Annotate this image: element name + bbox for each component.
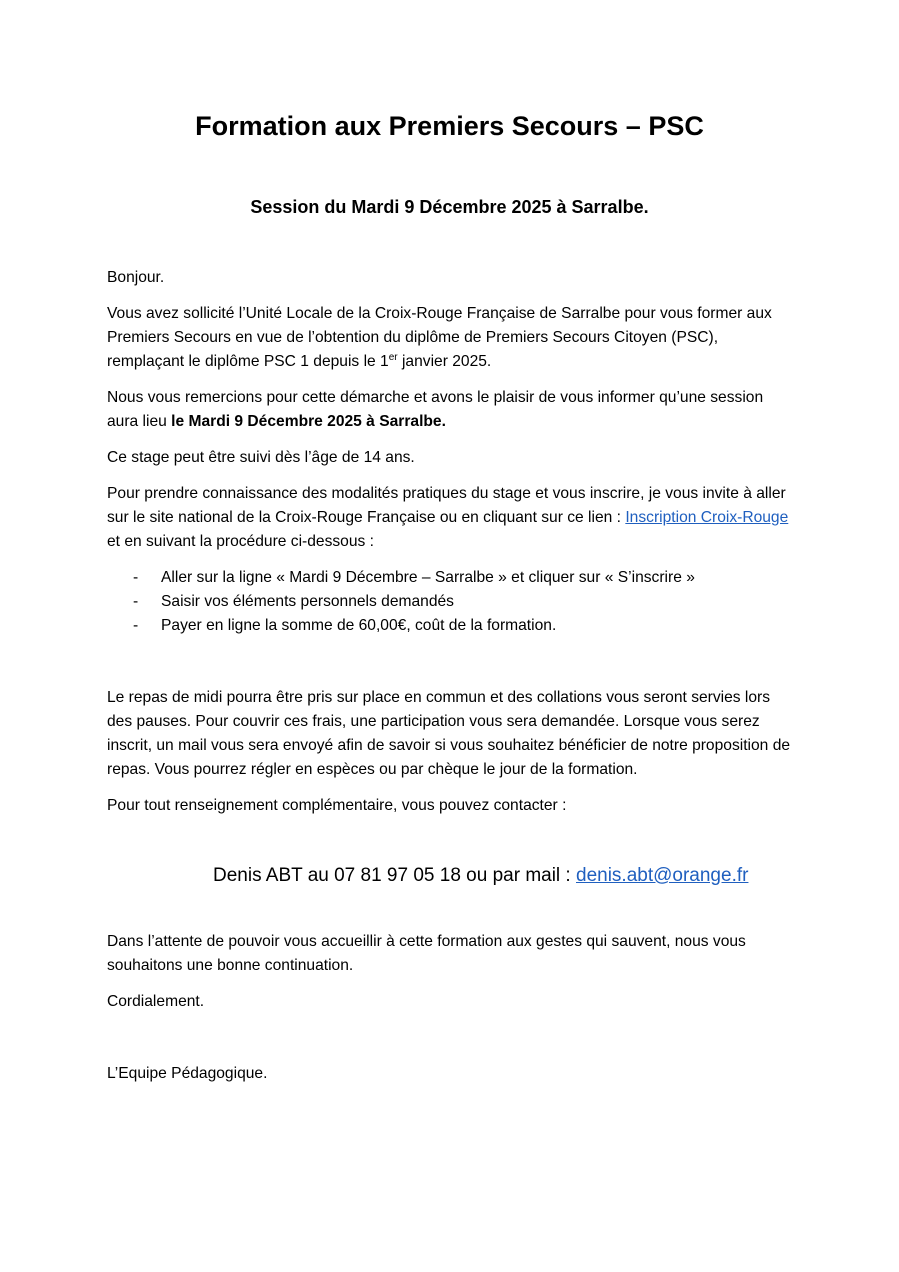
document-title: Formation aux Premiers Secours – PSC bbox=[195, 111, 704, 141]
paragraph-request-text: Vous avez sollicité l’Unité Locale de la Croix-Rouge Française de Sarralbe pour vous former aux Premiers Secours en vue de l’obtention du diplôme de Premiers Secours Citoyen (PSC), remplaçant le diplôme PSC 1 depuis le 1 bbox=[107, 305, 772, 370]
paragraph-contact-intro: Pour tout renseignement complémentaire, vous pouvez contacter : bbox=[107, 797, 567, 814]
list-item bbox=[107, 614, 797, 638]
letter-body bbox=[107, 266, 797, 1086]
procedure-steps-list bbox=[107, 566, 797, 638]
list-bullet: - bbox=[133, 593, 139, 610]
paragraph-closing-wish: Dans l’attente de pouvoir vous accueillir à cette formation aux gestes qui sauvent, nous vous souhaitons une bonne continuation. bbox=[107, 933, 746, 974]
list-item-text: Payer en ligne la somme de 60,00€, coût de la formation. bbox=[161, 617, 557, 634]
paragraph-meals: Le repas de midi pourra être pris sur place en commun et des collations vous seront servies lors des pauses. Pour couvrir ces frais, une participation vous sera demandée. Lorsque vous serez inscrit, un mail vous sera envoyé afin de savoir si vous souhaitez bénéficier de notre proposition de repas. Vous pourrez régler en espèces ou par chèque le jour de la formation. bbox=[107, 689, 791, 778]
paragraph-request-text-end: janvier 2025. bbox=[397, 353, 492, 370]
spacer bbox=[107, 638, 797, 686]
list-bullet: - bbox=[133, 569, 139, 586]
greeting: Bonjour. bbox=[107, 269, 165, 286]
session-date-bold: le Mardi 9 Décembre 2025 à Sarralbe. bbox=[171, 413, 446, 430]
spacer bbox=[107, 890, 797, 930]
list-item bbox=[107, 590, 797, 614]
ordinal-superscript: er bbox=[388, 351, 398, 363]
registration-link[interactable]: Inscription Croix-Rouge bbox=[625, 509, 789, 526]
list-bullet: - bbox=[133, 617, 139, 634]
list-item-text: Saisir vos éléments personnels demandés bbox=[161, 593, 454, 610]
paragraph-session-info bbox=[107, 386, 797, 434]
paragraph-registration-text: Pour prendre connaissance des modalités pratiques du stage et vous inscrire, je vous invite à aller sur le site national de la Croix-Rouge Française ou en cliquant sur ce lien : bbox=[107, 485, 786, 526]
paragraph-age: Ce stage peut être suivi dès l’âge de 14 ans. bbox=[107, 449, 415, 466]
closing-salutation: Cordialement. bbox=[107, 993, 205, 1010]
signature: L’Equipe Pédagogique. bbox=[107, 1065, 268, 1082]
contact-email-link[interactable]: denis.abt@orange.fr bbox=[576, 865, 749, 886]
session-subtitle: Session du Mardi 9 Décembre 2025 à Sarralbe. bbox=[250, 197, 649, 217]
contact-line bbox=[213, 862, 797, 890]
list-item-text: Aller sur la ligne « Mardi 9 Décembre – Sarralbe » et cliquer sur « S’inscrire » bbox=[161, 569, 695, 586]
contact-text: Denis ABT au 07 81 97 05 18 ou par mail : bbox=[213, 865, 576, 886]
paragraph-session-text: Nous vous remercions pour cette démarche et avons le plaisir de vous informer qu’une session aura lieu bbox=[107, 389, 764, 430]
list-item bbox=[107, 566, 797, 590]
paragraph-registration-text-end: et en suivant la procédure ci-dessous : bbox=[107, 509, 797, 550]
paragraph-registration bbox=[107, 482, 797, 554]
paragraph-request bbox=[107, 302, 797, 374]
